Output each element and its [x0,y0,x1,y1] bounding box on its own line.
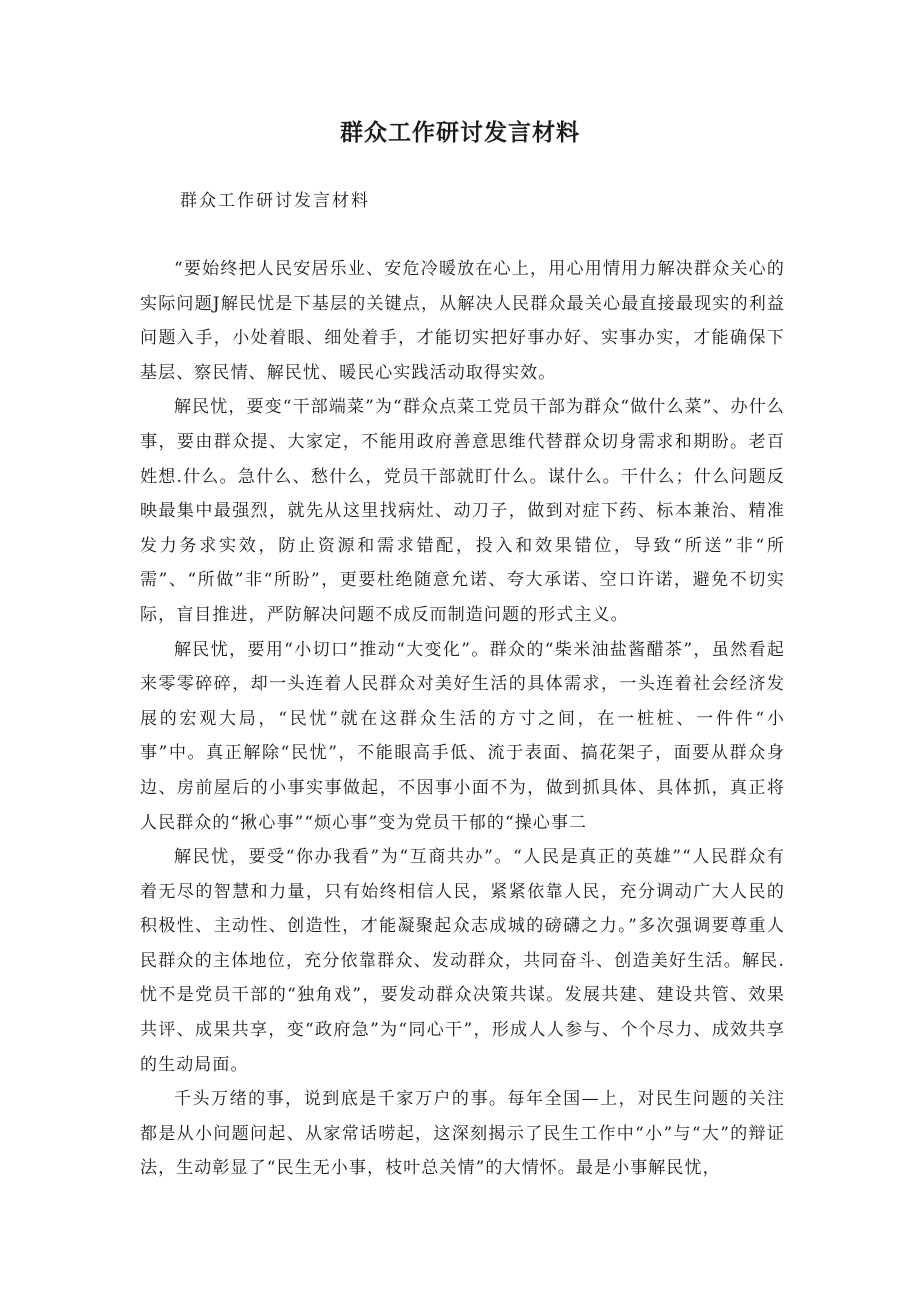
paragraph-1: “要始终把人民安居乐业、安危冷暖放在心上，用心用情用力解决群众关心的实际问题J解民忧是下基层的关键点，从解决人民群众最关心最直接最现实的利益问题入手，小处着眼、细处着手，才能切实把好事办好、实事办实，才能确保下基层、察民情、解民忧、暖民心实践活动取得实效。 [140,259,785,383]
paragraph-2: 解民忧，要变“干部端菜”为“群众点菜工党员干部为群众“做什么菜”、办什么事，要由群众提、大家定，不能用政府善意思维代替群众切身需求和期盼。老百姓想.什么。急什么、愁什么，党员干部就盯什么。谋什么。干什么；什么问题反映最集中最强烈，就先从这里找病灶、动刀子，做到对症下药、标本兼治、精准发力务求实效，防止资源和需求错配，投入和效果错位，导致“所送”非“所需”、“所做”非“所盼”，更要杜绝随意允诺、夸大承诺、空口许诺，避免不切实际，盲目推进，严防解决问题不成反而制造问题的形式主义。 [140,397,785,625]
document-title: 群众工作研讨发言材料 [340,120,580,146]
paragraph-3: 解民忧，要用“小切口”推动“大变化”。群众的“柴米油盐酱醋茶”，虽然看起来零零碎碎，却一头连着人民群众对美好生活的具体需求，一头连着社会经济发展的宏观大局，“民忧”就在这群众生活的方寸之间，在一桩桩、一件件“小事”中。真正解除“民忧”，不能眼高手低、流于表面、搞花架子，面要从群众身边、房前屋后的小事实事做起，不因事小面不为，做到抓具体、具体抓，真正将人民群众的“揪心事”“烦心事”变为党员干郁的“操心事二 [140,639,785,833]
document-subtitle: 群众工作研讨发言材料 [180,191,370,211]
document-body [140,252,785,1186]
paragraph-5: 千头万绪的事，说到底是千家万户的事。每年全国—上，对民生问题的关注都是从小问题问起、从家常话唠起，这深刻揭示了民生工作中“小”与“大”的辩证法，生动彰显了“民生无小事，枝叶总关情”的大情怀。最是小事解民忧， [140,1089,785,1179]
paragraph-4: 解民忧，要受“你办我看”为“互商共办”。“人民是真正的英雄”“人民群众有着无尽的智慧和力量，只有始终相信人民，紧紧依靠人民，充分调动广大人民的积极性、主动性、创造性，才能凝聚起众志成城的磅礴之力。”多次强调要尊重人民群众的主体地位，充分依靠群众、发动群众，共同奋斗、创造美好生活。解民.忧不是党员干部的“独角戏”，要发动群众决策共谋。发展共建、建设共管、效果共评、成果共享，变“政府急”为“同心干”，形成人人参与、个个尽力、成效共享的生动局面。 [140,847,785,1075]
